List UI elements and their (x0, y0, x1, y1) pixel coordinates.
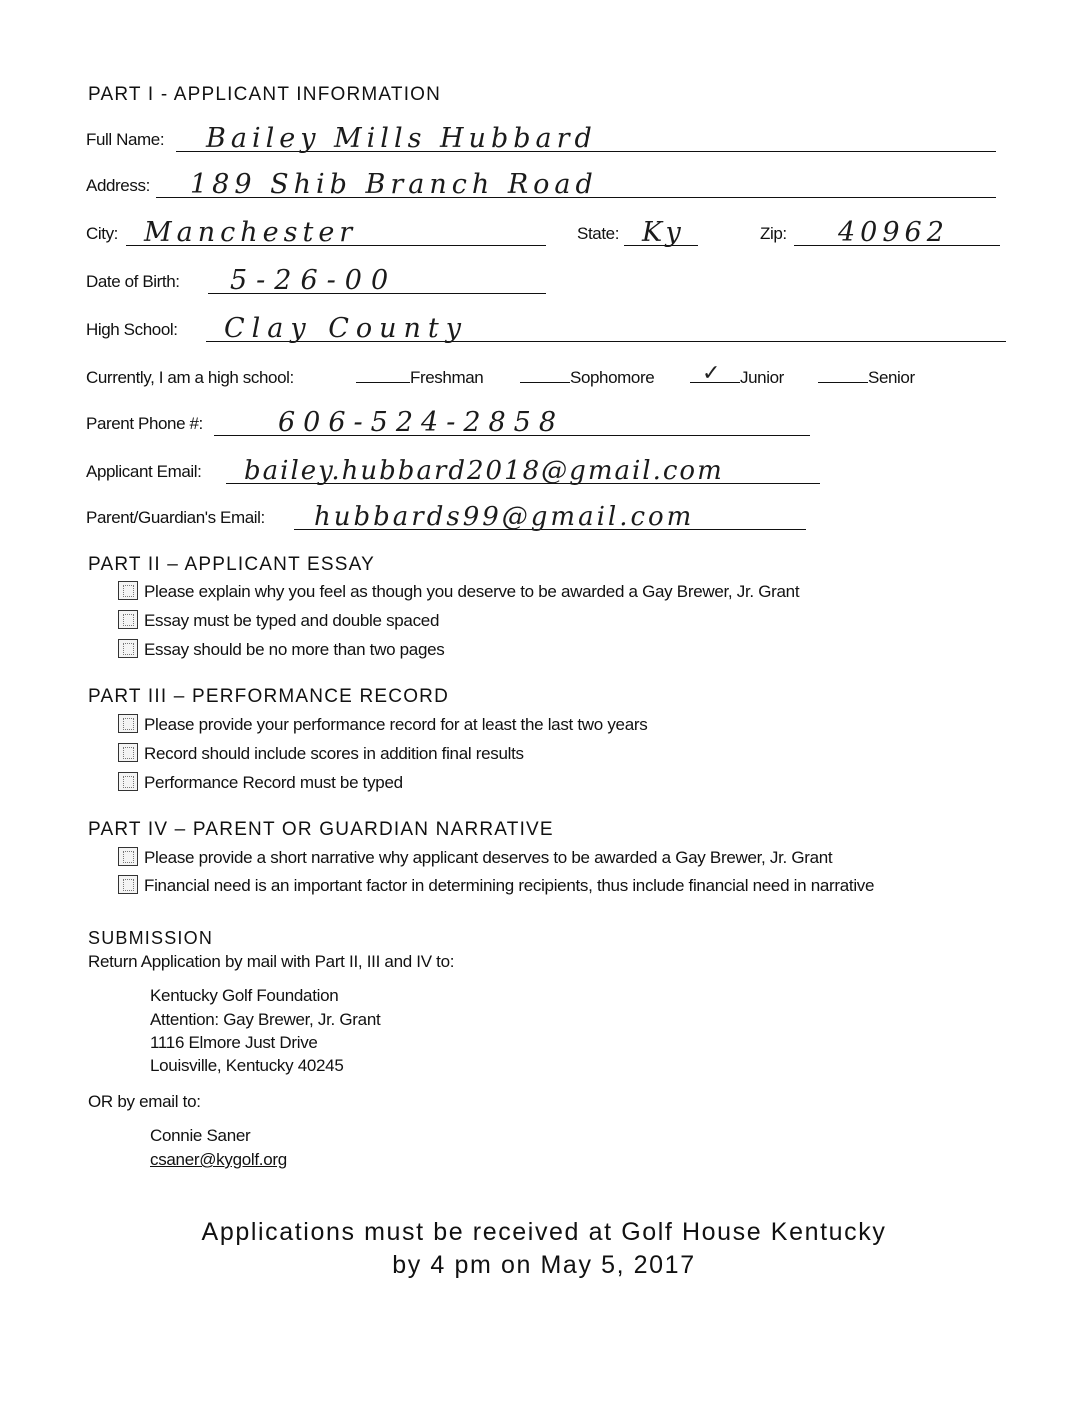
part2-item-2 (118, 610, 439, 632)
parent-phone-label: Parent Phone #: (86, 414, 203, 433)
high-school-row (86, 310, 1008, 344)
senior-blank (818, 368, 868, 383)
part4-heading: PART IV – PARENT OR GUARDIAN NARRATIVE (88, 819, 554, 840)
part3-item-2 (118, 743, 524, 765)
checkbox-icon[interactable] (118, 714, 138, 733)
checkbox-icon[interactable] (118, 581, 138, 600)
part2-item-2-text: Essay must be typed and double spaced (144, 611, 440, 630)
submission-heading: SUBMISSION (88, 928, 214, 948)
part4-item-1 (118, 847, 832, 869)
state-field[interactable]: Ky (642, 217, 686, 248)
or-email-text: OR by email to: (88, 1092, 201, 1111)
part2-item-3 (118, 639, 444, 661)
contact-name: Connie Saner (150, 1126, 251, 1145)
high-school-label: High School: (86, 320, 178, 339)
deadline-line-2: by 4 pm on May 5, 2017 (392, 1251, 696, 1279)
checkbox-icon[interactable] (118, 847, 138, 866)
parent-email-field[interactable]: hubbards99@gmail.com (314, 502, 695, 532)
part3-item-2-text: Record should include scores in addition final results (144, 744, 524, 763)
full-name-row (86, 120, 998, 154)
address-field[interactable]: 189 Shib Branch Road (190, 169, 598, 200)
checkbox-icon[interactable] (118, 610, 138, 629)
address-label: Address: (86, 176, 150, 195)
part3-item-3 (118, 772, 403, 794)
part3-item-1 (118, 714, 647, 736)
parent-phone-row (86, 404, 812, 438)
sophomore-blank (520, 368, 570, 383)
city-label: City: (86, 224, 119, 243)
dob-row (86, 262, 556, 296)
zip-label: Zip: (760, 224, 787, 243)
checkbox-icon[interactable] (118, 639, 138, 658)
applicant-email-field[interactable]: bailey.hubbard2018@gmail.com (244, 456, 724, 486)
applicant-email-label: Applicant Email: (86, 462, 202, 481)
sophomore-label: Sophomore (570, 368, 655, 387)
zip-field[interactable]: 40962 (838, 217, 949, 248)
city-field[interactable]: Manchester (144, 217, 358, 248)
part4-item-2-text: Financial need is an important factor in determining recipients, thus include financial need in narrative (144, 876, 875, 895)
part3-item-1-text: Please provide your performance record for at least the last two years (144, 715, 648, 734)
part1-heading: PART I - APPLICANT INFORMATION (88, 84, 442, 105)
part2-heading: PART II – APPLICANT ESSAY (88, 554, 375, 575)
freshman-blank (356, 368, 410, 383)
parent-phone-field[interactable]: 606-524-2858 (278, 407, 565, 438)
senior-label: Senior (868, 368, 915, 387)
full-name-field[interactable]: Bailey Mills Hubbard (206, 123, 597, 154)
mail-address-line-1: Kentucky Golf Foundation (150, 986, 339, 1005)
state-label: State: (577, 224, 620, 243)
grade-option-freshman[interactable] (356, 368, 483, 388)
checkbox-icon[interactable] (118, 743, 138, 762)
dob-field[interactable]: 5-26-00 (230, 265, 398, 296)
grade-row (86, 358, 946, 392)
grade-option-senior[interactable] (818, 368, 915, 388)
submission-intro: Return Application by mail with Part II, III and IV to: (88, 952, 455, 971)
full-name-label: Full Name: (86, 130, 165, 149)
dob-label: Date of Birth: (86, 272, 180, 291)
junior-checkmark-icon: ✓ (702, 361, 721, 386)
mail-address-line-3: 1116 Elmore Just Drive (150, 1033, 318, 1052)
junior-label: Junior (740, 368, 784, 387)
parent-email-label: Parent/Guardian's Email: (86, 508, 265, 527)
address-row (86, 166, 998, 200)
applicant-email-row (86, 452, 820, 486)
part4-item-2 (118, 875, 874, 897)
freshman-label: Freshman (410, 368, 484, 387)
deadline-line-1: Applications must be received at Golf House Kentucky (201, 1218, 887, 1246)
checkbox-icon[interactable] (118, 875, 138, 894)
part3-item-3-text: Performance Record must be typed (144, 773, 403, 792)
part2-item-3-text: Essay should be no more than two pages (144, 640, 445, 659)
grade-option-sophomore[interactable] (520, 368, 654, 388)
mail-address-line-4: Louisville, Kentucky 40245 (150, 1056, 344, 1075)
city-state-zip-row (86, 214, 1000, 248)
high-school-field[interactable]: Clay County (224, 313, 469, 344)
mail-address-line-2: Attention: Gay Brewer, Jr. Grant (150, 1010, 381, 1029)
part4-item-1-text: Please provide a short narrative why applicant deserves to be awarded a Gay Brewer, Jr. Grant (144, 848, 833, 867)
part2-item-1-text: Please explain why you feel as though you deserve to be awarded a Gay Brewer, Jr. Grant (144, 582, 800, 601)
contact-email-link[interactable]: csaner@kygolf.org (150, 1150, 287, 1169)
parent-email-row (86, 498, 808, 532)
part3-heading: PART III – PERFORMANCE RECORD (88, 686, 450, 707)
grade-label: Currently, I am a high school: (86, 368, 294, 387)
checkbox-icon[interactable] (118, 772, 138, 791)
part2-item-1 (118, 581, 799, 603)
